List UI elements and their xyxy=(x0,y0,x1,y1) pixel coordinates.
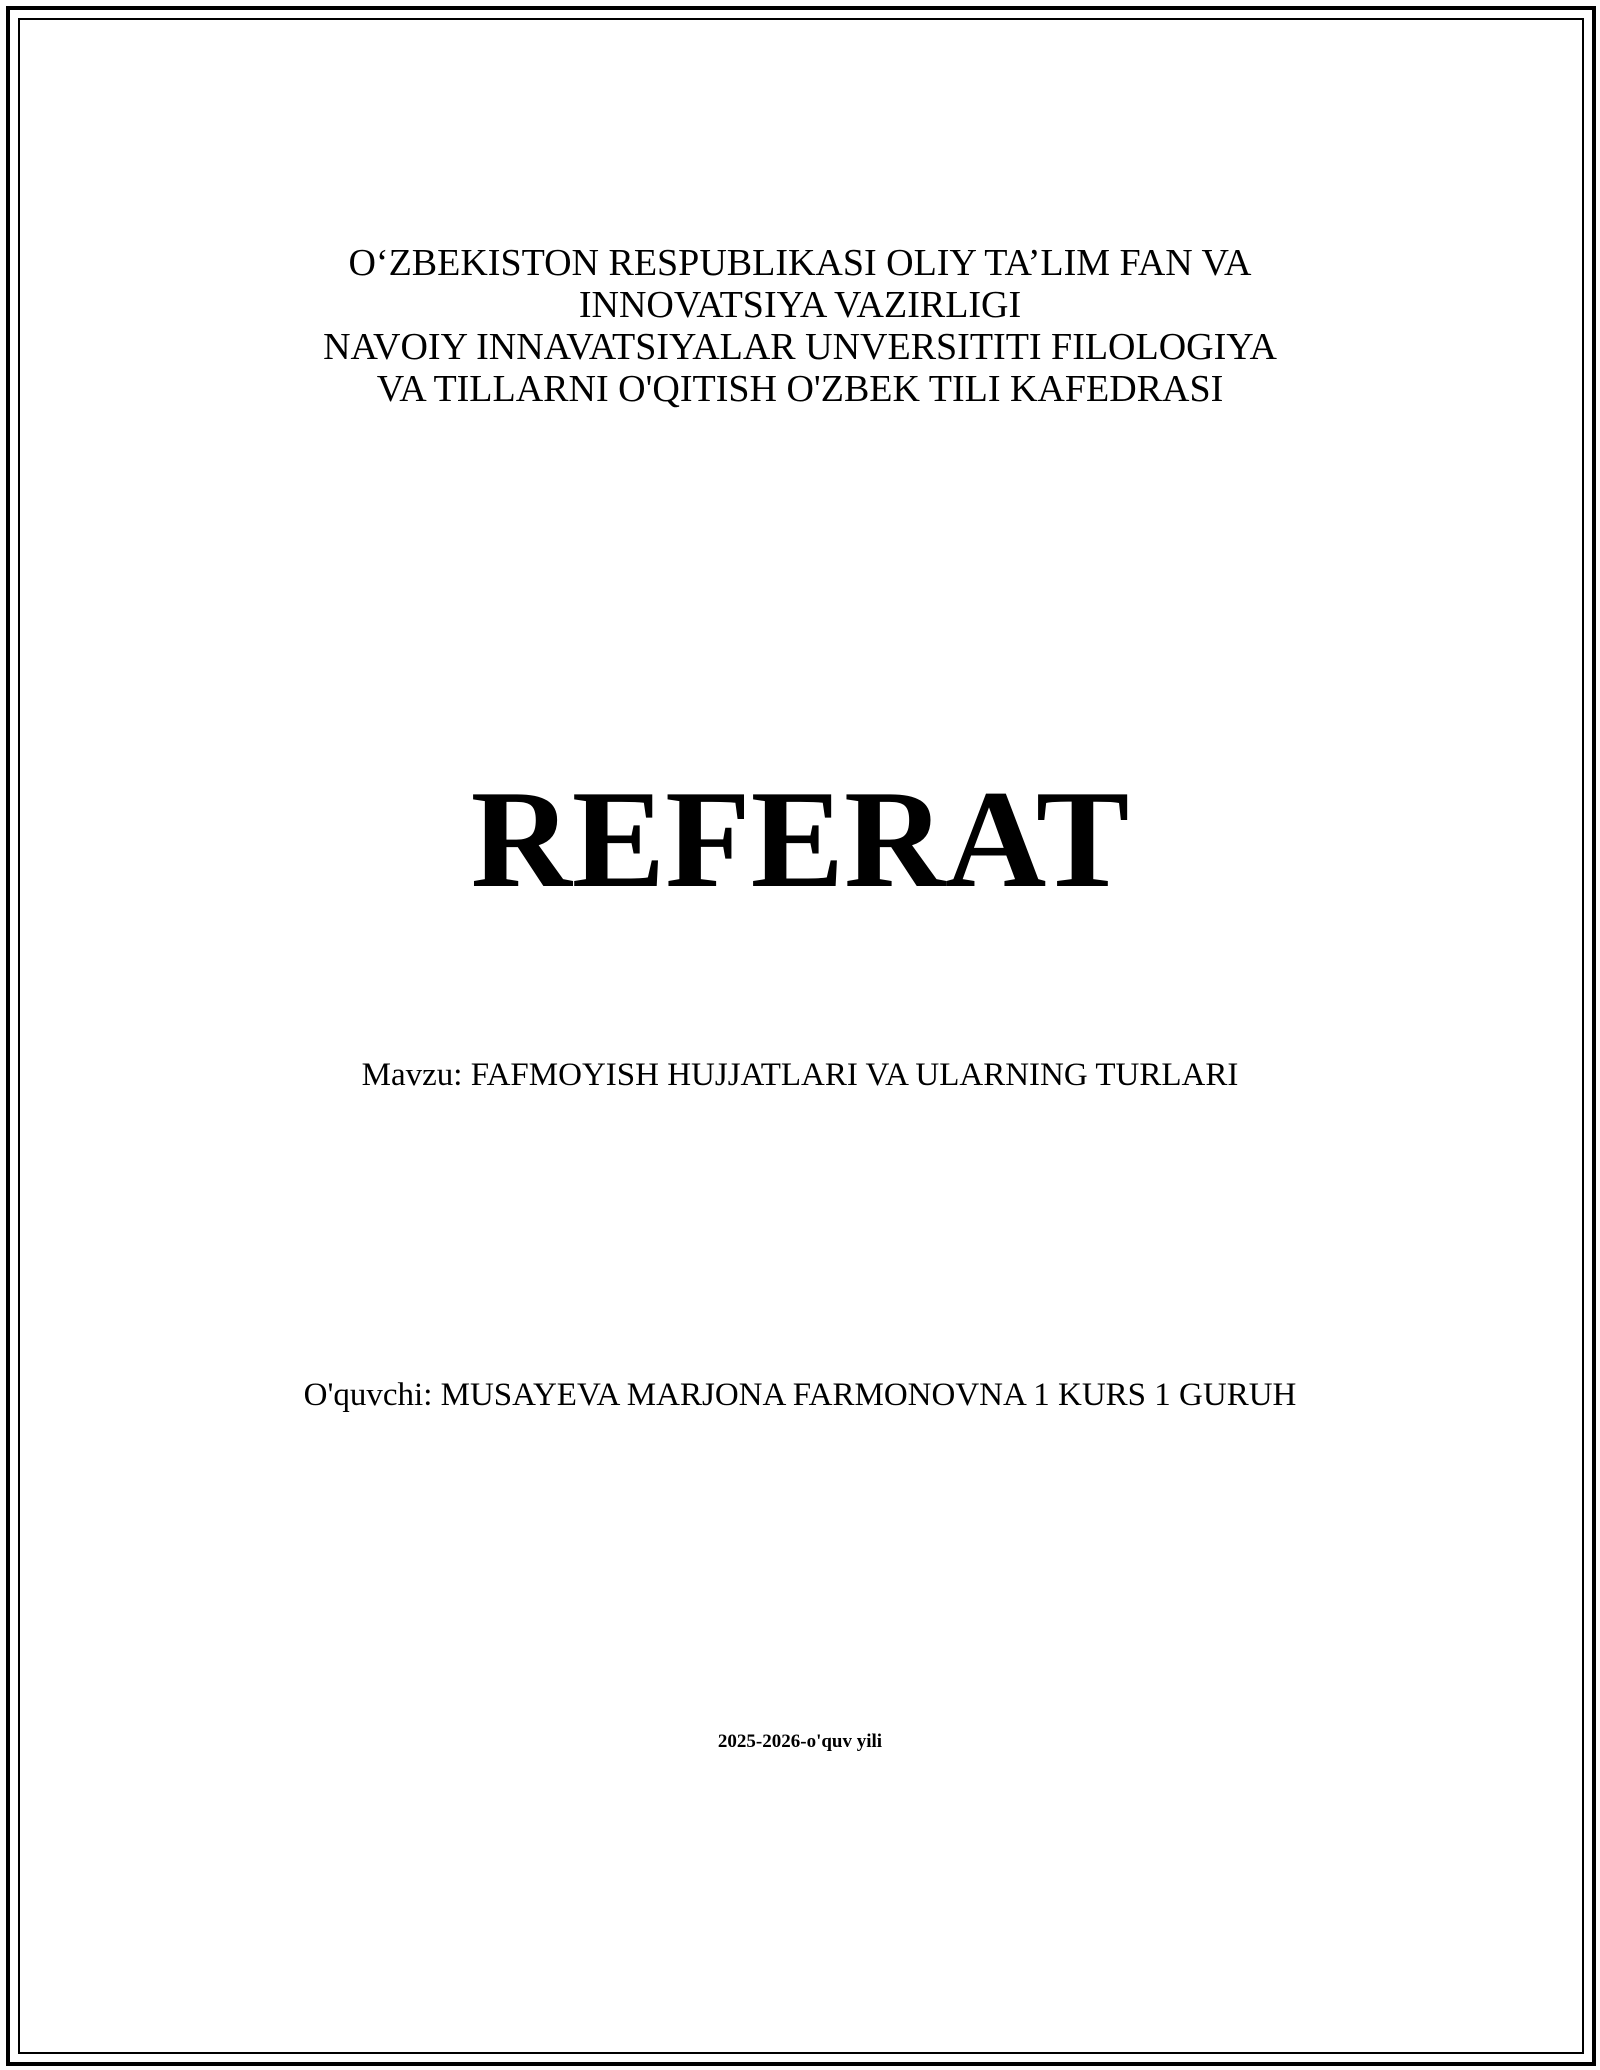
topic-line: Mavzu: FAFMOYISH HUJJATLARI VA ULARNING TURLARI xyxy=(361,1057,1239,1093)
ministry-header xyxy=(0,242,1600,410)
academic-year: 2025-2026-o'quv yili xyxy=(717,1731,883,1752)
header-line-4: VA TILLARNI O'QITISH O'ZBEK TILI KAFEDRASI xyxy=(376,368,1224,410)
student-line: O'quvchi: MUSAYEVA MARJONA FARMONOVNA 1 KURS 1 GURUH xyxy=(303,1377,1297,1413)
header-line-3: NAVOIY INNAVATSIYALAR UNVERSITITI FILOLOGIYA xyxy=(323,326,1277,368)
document-title: REFERAT xyxy=(470,762,1130,917)
header-line-1: O‘ZBEKISTON RESPUBLIKASI OLIY TA’LIM FAN VA xyxy=(348,242,1252,284)
header-line-2: INNOVATSIYA VAZIRLIGI xyxy=(578,284,1022,326)
